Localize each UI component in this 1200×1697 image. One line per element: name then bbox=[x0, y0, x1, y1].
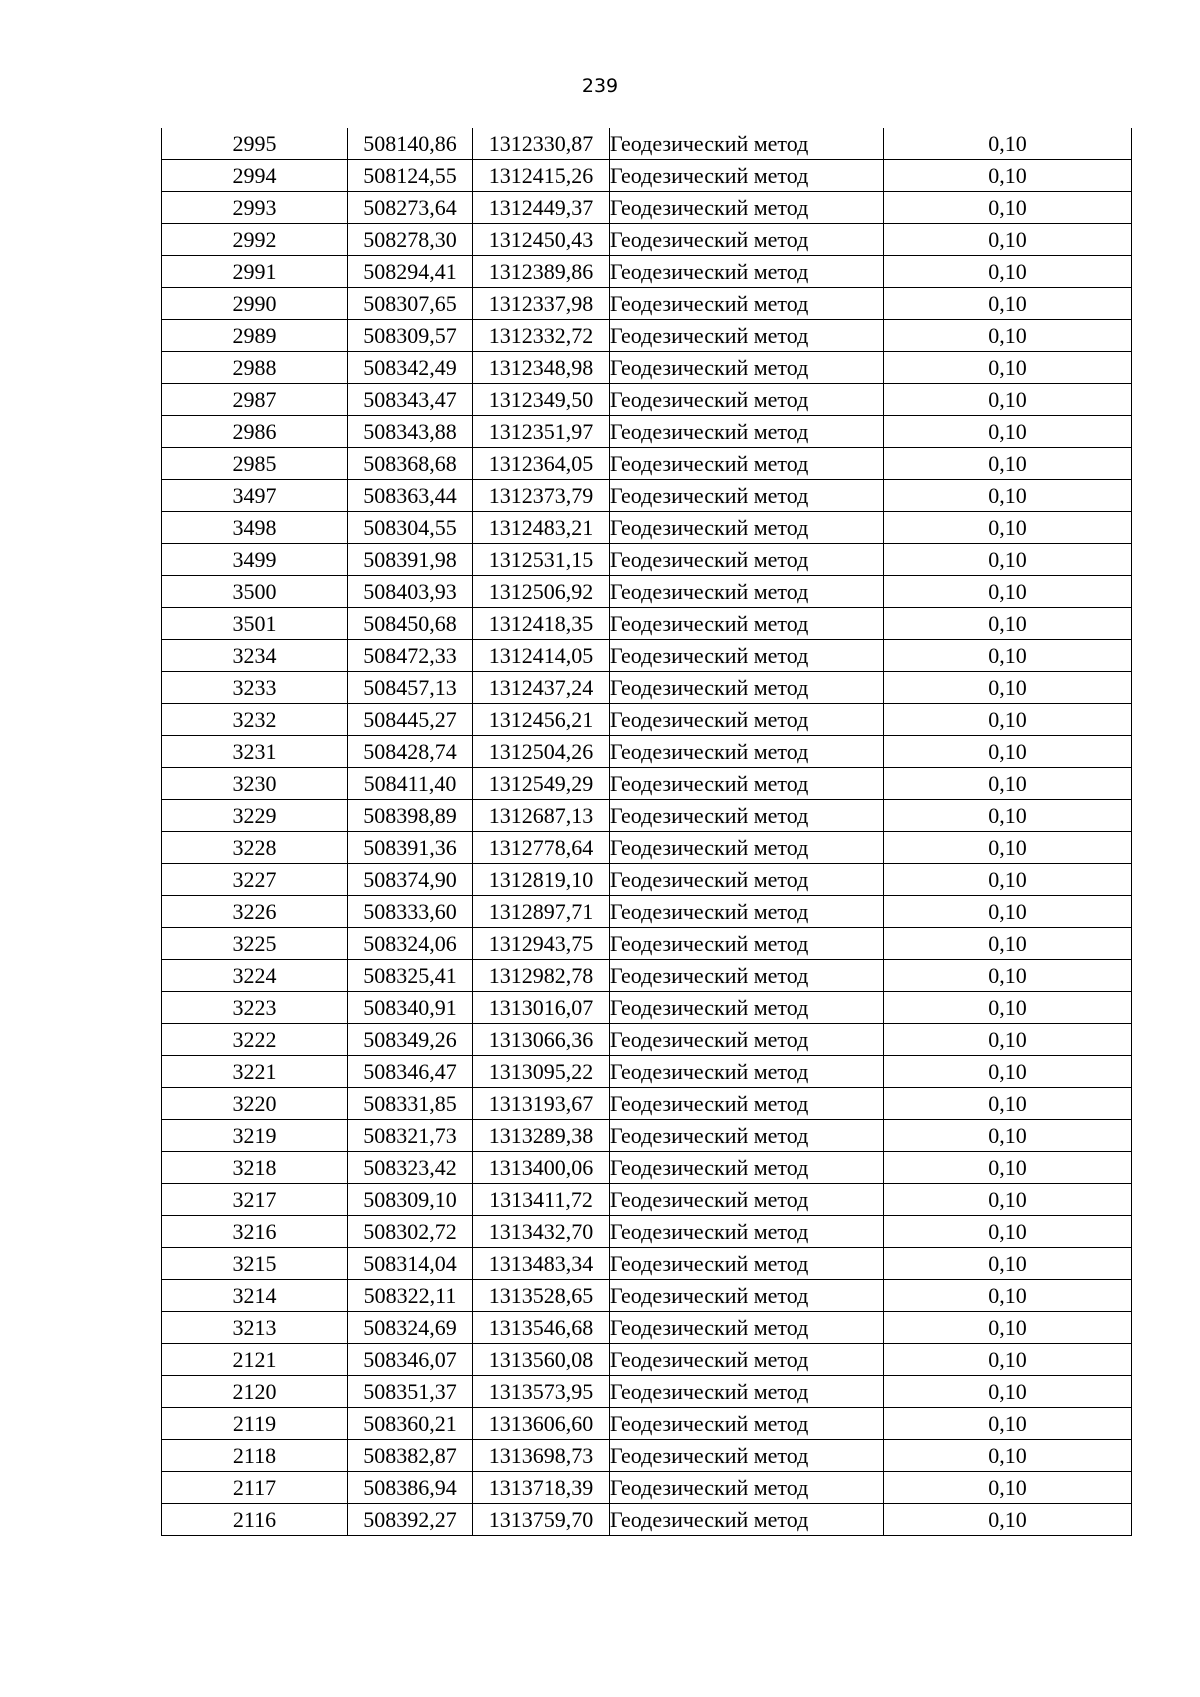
method-cell: Геодезический метод bbox=[610, 1312, 884, 1344]
method-cell: Геодезический метод bbox=[610, 224, 884, 256]
accuracy-cell: 0,10 bbox=[884, 1312, 1132, 1344]
point-number-cell: 3497 bbox=[162, 480, 348, 512]
point-number-cell: 2990 bbox=[162, 288, 348, 320]
x-coordinate-cell: 508309,10 bbox=[348, 1184, 473, 1216]
table-row bbox=[162, 352, 1132, 384]
point-number-cell: 3216 bbox=[162, 1216, 348, 1248]
page-number: 239 bbox=[581, 75, 619, 97]
point-number-cell: 2993 bbox=[162, 192, 348, 224]
point-number-cell: 2120 bbox=[162, 1376, 348, 1408]
point-number-cell: 3214 bbox=[162, 1280, 348, 1312]
y-coordinate-cell: 1313528,65 bbox=[473, 1280, 610, 1312]
table-row bbox=[162, 1312, 1132, 1344]
table-row bbox=[162, 704, 1132, 736]
method-cell: Геодезический метод bbox=[610, 1440, 884, 1472]
table-row bbox=[162, 1152, 1132, 1184]
y-coordinate-cell: 1313483,34 bbox=[473, 1248, 610, 1280]
x-coordinate-cell: 508343,47 bbox=[348, 384, 473, 416]
y-coordinate-cell: 1313411,72 bbox=[473, 1184, 610, 1216]
point-number-cell: 3221 bbox=[162, 1056, 348, 1088]
x-coordinate-cell: 508374,90 bbox=[348, 864, 473, 896]
method-cell: Геодезический метод bbox=[610, 544, 884, 576]
accuracy-cell: 0,10 bbox=[884, 160, 1132, 192]
table-row bbox=[162, 1024, 1132, 1056]
y-coordinate-cell: 1312415,26 bbox=[473, 160, 610, 192]
x-coordinate-cell: 508346,07 bbox=[348, 1344, 473, 1376]
y-coordinate-cell: 1312364,05 bbox=[473, 448, 610, 480]
table-row bbox=[162, 1248, 1132, 1280]
x-coordinate-cell: 508331,85 bbox=[348, 1088, 473, 1120]
y-coordinate-cell: 1312414,05 bbox=[473, 640, 610, 672]
accuracy-cell: 0,10 bbox=[884, 1120, 1132, 1152]
y-coordinate-cell: 1312943,75 bbox=[473, 928, 610, 960]
x-coordinate-cell: 508391,98 bbox=[348, 544, 473, 576]
y-coordinate-cell: 1312549,29 bbox=[473, 768, 610, 800]
x-coordinate-cell: 508450,68 bbox=[348, 608, 473, 640]
x-coordinate-cell: 508363,44 bbox=[348, 480, 473, 512]
x-coordinate-cell: 508411,40 bbox=[348, 768, 473, 800]
method-cell: Геодезический метод bbox=[610, 672, 884, 704]
table-row bbox=[162, 768, 1132, 800]
accuracy-cell: 0,10 bbox=[884, 384, 1132, 416]
accuracy-cell: 0,10 bbox=[884, 672, 1132, 704]
method-cell: Геодезический метод bbox=[610, 1248, 884, 1280]
x-coordinate-cell: 508346,47 bbox=[348, 1056, 473, 1088]
x-coordinate-cell: 508324,69 bbox=[348, 1312, 473, 1344]
point-number-cell: 2988 bbox=[162, 352, 348, 384]
method-cell: Геодезический метод bbox=[610, 736, 884, 768]
accuracy-cell: 0,10 bbox=[884, 992, 1132, 1024]
accuracy-cell: 0,10 bbox=[884, 1248, 1132, 1280]
table-row bbox=[162, 256, 1132, 288]
point-number-cell: 3215 bbox=[162, 1248, 348, 1280]
table-row bbox=[162, 1280, 1132, 1312]
point-number-cell: 3233 bbox=[162, 672, 348, 704]
x-coordinate-cell: 508382,87 bbox=[348, 1440, 473, 1472]
x-coordinate-cell: 508445,27 bbox=[348, 704, 473, 736]
method-cell: Геодезический метод bbox=[610, 864, 884, 896]
point-number-cell: 3229 bbox=[162, 800, 348, 832]
accuracy-cell: 0,10 bbox=[884, 1088, 1132, 1120]
accuracy-cell: 0,10 bbox=[884, 608, 1132, 640]
method-cell: Геодезический метод bbox=[610, 192, 884, 224]
table-row bbox=[162, 128, 1132, 160]
x-coordinate-cell: 508321,73 bbox=[348, 1120, 473, 1152]
y-coordinate-cell: 1313573,95 bbox=[473, 1376, 610, 1408]
y-coordinate-cell: 1312348,98 bbox=[473, 352, 610, 384]
accuracy-cell: 0,10 bbox=[884, 480, 1132, 512]
y-coordinate-cell: 1312332,72 bbox=[473, 320, 610, 352]
accuracy-cell: 0,10 bbox=[884, 288, 1132, 320]
point-number-cell: 2992 bbox=[162, 224, 348, 256]
method-cell: Геодезический метод bbox=[610, 640, 884, 672]
x-coordinate-cell: 508349,26 bbox=[348, 1024, 473, 1056]
point-number-cell: 2986 bbox=[162, 416, 348, 448]
y-coordinate-cell: 1312778,64 bbox=[473, 832, 610, 864]
table-row bbox=[162, 1216, 1132, 1248]
x-coordinate-cell: 508360,21 bbox=[348, 1408, 473, 1440]
method-cell: Геодезический метод bbox=[610, 576, 884, 608]
table-row bbox=[162, 1472, 1132, 1504]
x-coordinate-cell: 508472,33 bbox=[348, 640, 473, 672]
point-number-cell: 3225 bbox=[162, 928, 348, 960]
x-coordinate-cell: 508391,36 bbox=[348, 832, 473, 864]
point-number-cell: 3224 bbox=[162, 960, 348, 992]
y-coordinate-cell: 1312351,97 bbox=[473, 416, 610, 448]
method-cell: Геодезический метод bbox=[610, 1024, 884, 1056]
table-row bbox=[162, 1056, 1132, 1088]
method-cell: Геодезический метод bbox=[610, 832, 884, 864]
method-cell: Геодезический метод bbox=[610, 1120, 884, 1152]
y-coordinate-cell: 1312450,43 bbox=[473, 224, 610, 256]
point-number-cell: 2116 bbox=[162, 1504, 348, 1536]
coordinates-table-body bbox=[162, 128, 1132, 1536]
x-coordinate-cell: 508398,89 bbox=[348, 800, 473, 832]
y-coordinate-cell: 1313606,60 bbox=[473, 1408, 610, 1440]
point-number-cell: 3228 bbox=[162, 832, 348, 864]
accuracy-cell: 0,10 bbox=[884, 1056, 1132, 1088]
method-cell: Геодезический метод bbox=[610, 160, 884, 192]
method-cell: Геодезический метод bbox=[610, 384, 884, 416]
accuracy-cell: 0,10 bbox=[884, 1216, 1132, 1248]
x-coordinate-cell: 508322,11 bbox=[348, 1280, 473, 1312]
x-coordinate-cell: 508307,65 bbox=[348, 288, 473, 320]
point-number-cell: 2991 bbox=[162, 256, 348, 288]
point-number-cell: 3220 bbox=[162, 1088, 348, 1120]
coordinates-table bbox=[161, 128, 1132, 1536]
point-number-cell: 3223 bbox=[162, 992, 348, 1024]
point-number-cell: 3213 bbox=[162, 1312, 348, 1344]
table-row bbox=[162, 1504, 1132, 1536]
table-row bbox=[162, 832, 1132, 864]
accuracy-cell: 0,10 bbox=[884, 1184, 1132, 1216]
table-row bbox=[162, 672, 1132, 704]
x-coordinate-cell: 508368,68 bbox=[348, 448, 473, 480]
x-coordinate-cell: 508343,88 bbox=[348, 416, 473, 448]
accuracy-cell: 0,10 bbox=[884, 128, 1132, 160]
accuracy-cell: 0,10 bbox=[884, 1152, 1132, 1184]
x-coordinate-cell: 508386,94 bbox=[348, 1472, 473, 1504]
x-coordinate-cell: 508302,72 bbox=[348, 1216, 473, 1248]
point-number-cell: 3217 bbox=[162, 1184, 348, 1216]
table-row bbox=[162, 1184, 1132, 1216]
method-cell: Геодезический метод bbox=[610, 448, 884, 480]
y-coordinate-cell: 1312504,26 bbox=[473, 736, 610, 768]
x-coordinate-cell: 508294,41 bbox=[348, 256, 473, 288]
table-row bbox=[162, 512, 1132, 544]
table-row bbox=[162, 448, 1132, 480]
method-cell: Геодезический метод bbox=[610, 1280, 884, 1312]
accuracy-cell: 0,10 bbox=[884, 320, 1132, 352]
table-row bbox=[162, 160, 1132, 192]
x-coordinate-cell: 508342,49 bbox=[348, 352, 473, 384]
accuracy-cell: 0,10 bbox=[884, 352, 1132, 384]
accuracy-cell: 0,10 bbox=[884, 224, 1132, 256]
accuracy-cell: 0,10 bbox=[884, 640, 1132, 672]
y-coordinate-cell: 1312389,86 bbox=[473, 256, 610, 288]
point-number-cell: 3234 bbox=[162, 640, 348, 672]
accuracy-cell: 0,10 bbox=[884, 544, 1132, 576]
table-row bbox=[162, 992, 1132, 1024]
x-coordinate-cell: 508325,41 bbox=[348, 960, 473, 992]
method-cell: Геодезический метод bbox=[610, 768, 884, 800]
y-coordinate-cell: 1313016,07 bbox=[473, 992, 610, 1024]
table-row bbox=[162, 1408, 1132, 1440]
table-row bbox=[162, 1344, 1132, 1376]
method-cell: Геодезический метод bbox=[610, 992, 884, 1024]
accuracy-cell: 0,10 bbox=[884, 768, 1132, 800]
point-number-cell: 3501 bbox=[162, 608, 348, 640]
y-coordinate-cell: 1312373,79 bbox=[473, 480, 610, 512]
method-cell: Геодезический метод bbox=[610, 1184, 884, 1216]
y-coordinate-cell: 1312531,15 bbox=[473, 544, 610, 576]
point-number-cell: 3227 bbox=[162, 864, 348, 896]
y-coordinate-cell: 1313546,68 bbox=[473, 1312, 610, 1344]
x-coordinate-cell: 508278,30 bbox=[348, 224, 473, 256]
method-cell: Геодезический метод bbox=[610, 960, 884, 992]
table-row bbox=[162, 224, 1132, 256]
x-coordinate-cell: 508324,06 bbox=[348, 928, 473, 960]
y-coordinate-cell: 1313289,38 bbox=[473, 1120, 610, 1152]
point-number-cell: 2987 bbox=[162, 384, 348, 416]
y-coordinate-cell: 1312449,37 bbox=[473, 192, 610, 224]
table-row bbox=[162, 864, 1132, 896]
x-coordinate-cell: 508304,55 bbox=[348, 512, 473, 544]
accuracy-cell: 0,10 bbox=[884, 1440, 1132, 1472]
point-number-cell: 3219 bbox=[162, 1120, 348, 1152]
point-number-cell: 2118 bbox=[162, 1440, 348, 1472]
table-row bbox=[162, 416, 1132, 448]
method-cell: Геодезический метод bbox=[610, 928, 884, 960]
point-number-cell: 2117 bbox=[162, 1472, 348, 1504]
x-coordinate-cell: 508314,04 bbox=[348, 1248, 473, 1280]
point-number-cell: 3498 bbox=[162, 512, 348, 544]
accuracy-cell: 0,10 bbox=[884, 416, 1132, 448]
accuracy-cell: 0,10 bbox=[884, 256, 1132, 288]
y-coordinate-cell: 1313759,70 bbox=[473, 1504, 610, 1536]
point-number-cell: 3226 bbox=[162, 896, 348, 928]
method-cell: Геодезический метод bbox=[610, 800, 884, 832]
point-number-cell: 2994 bbox=[162, 160, 348, 192]
accuracy-cell: 0,10 bbox=[884, 1344, 1132, 1376]
method-cell: Геодезический метод bbox=[610, 1056, 884, 1088]
point-number-cell: 2119 bbox=[162, 1408, 348, 1440]
table-row bbox=[162, 288, 1132, 320]
accuracy-cell: 0,10 bbox=[884, 192, 1132, 224]
y-coordinate-cell: 1313193,67 bbox=[473, 1088, 610, 1120]
method-cell: Геодезический метод bbox=[610, 512, 884, 544]
x-coordinate-cell: 508140,86 bbox=[348, 128, 473, 160]
point-number-cell: 2995 bbox=[162, 128, 348, 160]
x-coordinate-cell: 508351,37 bbox=[348, 1376, 473, 1408]
method-cell: Геодезический метод bbox=[610, 256, 884, 288]
accuracy-cell: 0,10 bbox=[884, 512, 1132, 544]
y-coordinate-cell: 1313066,36 bbox=[473, 1024, 610, 1056]
method-cell: Геодезический метод bbox=[610, 128, 884, 160]
y-coordinate-cell: 1312330,87 bbox=[473, 128, 610, 160]
point-number-cell: 3222 bbox=[162, 1024, 348, 1056]
y-coordinate-cell: 1313400,06 bbox=[473, 1152, 610, 1184]
point-number-cell: 3231 bbox=[162, 736, 348, 768]
y-coordinate-cell: 1313095,22 bbox=[473, 1056, 610, 1088]
point-number-cell: 2121 bbox=[162, 1344, 348, 1376]
x-coordinate-cell: 508403,93 bbox=[348, 576, 473, 608]
point-number-cell: 2989 bbox=[162, 320, 348, 352]
x-coordinate-cell: 508428,74 bbox=[348, 736, 473, 768]
y-coordinate-cell: 1312456,21 bbox=[473, 704, 610, 736]
method-cell: Геодезический метод bbox=[610, 1472, 884, 1504]
accuracy-cell: 0,10 bbox=[884, 1280, 1132, 1312]
point-number-cell: 3232 bbox=[162, 704, 348, 736]
table-row bbox=[162, 192, 1132, 224]
accuracy-cell: 0,10 bbox=[884, 960, 1132, 992]
y-coordinate-cell: 1312897,71 bbox=[473, 896, 610, 928]
method-cell: Геодезический метод bbox=[610, 480, 884, 512]
accuracy-cell: 0,10 bbox=[884, 896, 1132, 928]
table-row bbox=[162, 576, 1132, 608]
table-row bbox=[162, 480, 1132, 512]
y-coordinate-cell: 1312819,10 bbox=[473, 864, 610, 896]
y-coordinate-cell: 1312982,78 bbox=[473, 960, 610, 992]
y-coordinate-cell: 1313698,73 bbox=[473, 1440, 610, 1472]
method-cell: Геодезический метод bbox=[610, 1376, 884, 1408]
accuracy-cell: 0,10 bbox=[884, 1504, 1132, 1536]
method-cell: Геодезический метод bbox=[610, 1152, 884, 1184]
table-row bbox=[162, 640, 1132, 672]
table-row bbox=[162, 928, 1132, 960]
accuracy-cell: 0,10 bbox=[884, 800, 1132, 832]
method-cell: Геодезический метод bbox=[610, 288, 884, 320]
accuracy-cell: 0,10 bbox=[884, 1376, 1132, 1408]
x-coordinate-cell: 508457,13 bbox=[348, 672, 473, 704]
table-row bbox=[162, 608, 1132, 640]
table-row bbox=[162, 384, 1132, 416]
y-coordinate-cell: 1312349,50 bbox=[473, 384, 610, 416]
x-coordinate-cell: 508340,91 bbox=[348, 992, 473, 1024]
method-cell: Геодезический метод bbox=[610, 1504, 884, 1536]
y-coordinate-cell: 1313560,08 bbox=[473, 1344, 610, 1376]
x-coordinate-cell: 508392,27 bbox=[348, 1504, 473, 1536]
table-row bbox=[162, 800, 1132, 832]
x-coordinate-cell: 508333,60 bbox=[348, 896, 473, 928]
table-row bbox=[162, 1120, 1132, 1152]
method-cell: Геодезический метод bbox=[610, 416, 884, 448]
table-row bbox=[162, 1088, 1132, 1120]
method-cell: Геодезический метод bbox=[610, 608, 884, 640]
accuracy-cell: 0,10 bbox=[884, 736, 1132, 768]
table-row bbox=[162, 1440, 1132, 1472]
table-row bbox=[162, 544, 1132, 576]
y-coordinate-cell: 1312337,98 bbox=[473, 288, 610, 320]
y-coordinate-cell: 1312437,24 bbox=[473, 672, 610, 704]
table-row bbox=[162, 736, 1132, 768]
y-coordinate-cell: 1313432,70 bbox=[473, 1216, 610, 1248]
table-row bbox=[162, 320, 1132, 352]
accuracy-cell: 0,10 bbox=[884, 1472, 1132, 1504]
table-row bbox=[162, 1376, 1132, 1408]
method-cell: Геодезический метод bbox=[610, 1216, 884, 1248]
table-row bbox=[162, 960, 1132, 992]
x-coordinate-cell: 508309,57 bbox=[348, 320, 473, 352]
accuracy-cell: 0,10 bbox=[884, 576, 1132, 608]
method-cell: Геодезический метод bbox=[610, 352, 884, 384]
point-number-cell: 3500 bbox=[162, 576, 348, 608]
x-coordinate-cell: 508323,42 bbox=[348, 1152, 473, 1184]
accuracy-cell: 0,10 bbox=[884, 704, 1132, 736]
method-cell: Геодезический метод bbox=[610, 896, 884, 928]
accuracy-cell: 0,10 bbox=[884, 1024, 1132, 1056]
method-cell: Геодезический метод bbox=[610, 1088, 884, 1120]
y-coordinate-cell: 1312687,13 bbox=[473, 800, 610, 832]
point-number-cell: 3218 bbox=[162, 1152, 348, 1184]
method-cell: Геодезический метод bbox=[610, 320, 884, 352]
point-number-cell: 2985 bbox=[162, 448, 348, 480]
y-coordinate-cell: 1312418,35 bbox=[473, 608, 610, 640]
method-cell: Геодезический метод bbox=[610, 1408, 884, 1440]
y-coordinate-cell: 1312483,21 bbox=[473, 512, 610, 544]
x-coordinate-cell: 508273,64 bbox=[348, 192, 473, 224]
x-coordinate-cell: 508124,55 bbox=[348, 160, 473, 192]
accuracy-cell: 0,10 bbox=[884, 928, 1132, 960]
y-coordinate-cell: 1313718,39 bbox=[473, 1472, 610, 1504]
accuracy-cell: 0,10 bbox=[884, 448, 1132, 480]
point-number-cell: 3230 bbox=[162, 768, 348, 800]
method-cell: Геодезический метод bbox=[610, 704, 884, 736]
point-number-cell: 3499 bbox=[162, 544, 348, 576]
accuracy-cell: 0,10 bbox=[884, 864, 1132, 896]
method-cell: Геодезический метод bbox=[610, 1344, 884, 1376]
y-coordinate-cell: 1312506,92 bbox=[473, 576, 610, 608]
accuracy-cell: 0,10 bbox=[884, 1408, 1132, 1440]
accuracy-cell: 0,10 bbox=[884, 832, 1132, 864]
table-row bbox=[162, 896, 1132, 928]
